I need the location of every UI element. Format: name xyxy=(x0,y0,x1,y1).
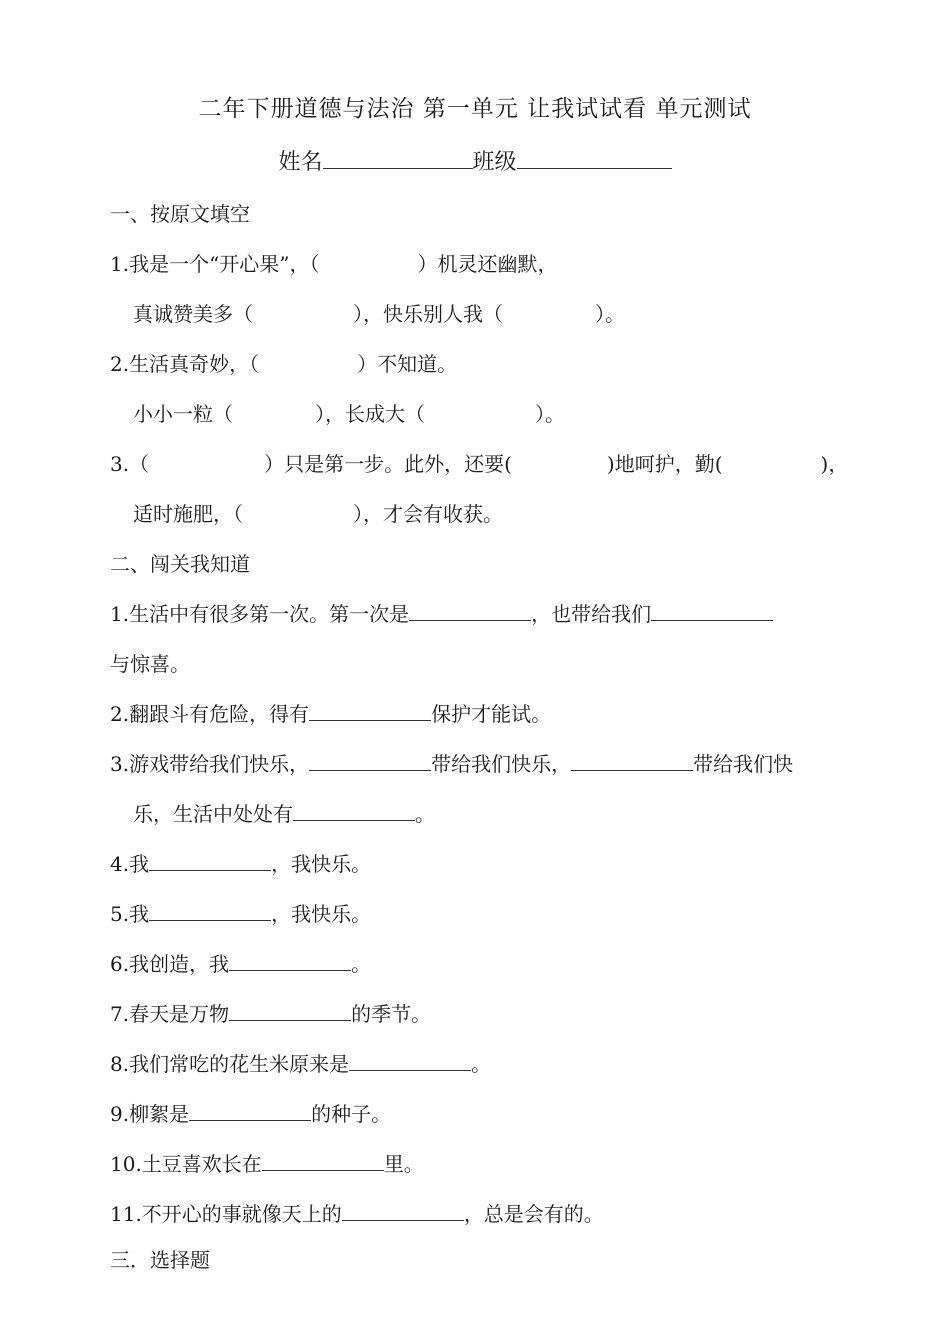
text: 适时施肥，（ xyxy=(133,502,243,526)
section-1-heading: 一、按原文填空 xyxy=(110,202,250,226)
text: 2.翻跟斗有危险，得有 xyxy=(110,702,310,726)
text: 。 xyxy=(471,1052,492,1076)
text: ，我快乐。 xyxy=(271,902,372,926)
text: 保护才能试。 xyxy=(431,702,552,726)
text: ），才会有收获。 xyxy=(353,502,503,526)
fill-blank[interactable] xyxy=(189,1098,311,1121)
s2-question-4 xyxy=(110,848,371,877)
fill-blank[interactable] xyxy=(409,598,531,621)
section-3-heading: 三．选择题 xyxy=(110,1248,210,1272)
fill-blank[interactable] xyxy=(262,1148,384,1171)
name-blank[interactable] xyxy=(323,146,473,169)
text: )， xyxy=(820,452,849,476)
text: 1.生活中有很多第一次。第一次是 xyxy=(110,602,410,626)
fill-blank[interactable] xyxy=(293,798,415,821)
s2-question-1-cont: 与惊喜。 xyxy=(110,652,190,676)
text: 10.土豆喜欢长在 xyxy=(110,1152,262,1176)
s2-question-6 xyxy=(110,948,371,977)
s1-question-3a xyxy=(110,448,848,477)
s2-question-11 xyxy=(110,1198,604,1227)
page-title: 二年下册道德与法治 第一单元 让我试试看 单元测试 xyxy=(198,96,752,122)
text: 6.我创造，我 xyxy=(110,952,230,976)
fill-blank[interactable] xyxy=(309,698,431,721)
text: ，我快乐。 xyxy=(271,852,372,876)
s2-question-10 xyxy=(110,1148,424,1177)
text: 的种子。 xyxy=(311,1102,392,1126)
text: )地呵护，勤( xyxy=(606,452,723,476)
text: ）。 xyxy=(595,302,625,326)
text: ）只是第一步。此外，还要( xyxy=(264,452,512,476)
text: 4.我 xyxy=(110,852,150,876)
fill-blank[interactable] xyxy=(149,848,271,871)
student-info-line xyxy=(0,145,950,176)
fill-blank[interactable] xyxy=(309,748,431,771)
text: 。 xyxy=(351,952,372,976)
text: 3.游戏带给我们快乐， xyxy=(110,752,310,776)
text: 小小一粒（ xyxy=(133,402,233,426)
s2-question-9 xyxy=(110,1098,391,1127)
s1-question-3b xyxy=(133,498,503,527)
text: ）不知道。 xyxy=(357,352,458,376)
s2-question-7 xyxy=(110,998,431,1027)
s1-question-2a xyxy=(110,348,457,377)
text: 乐，生活中处处有 xyxy=(133,802,293,826)
text: 2.生活真奇妙，（ xyxy=(110,352,260,376)
s1-question-1a xyxy=(110,248,558,277)
name-label: 姓名 xyxy=(278,150,323,175)
text: 5.我 xyxy=(110,902,150,926)
text: 里。 xyxy=(383,1152,424,1176)
s2-question-1 xyxy=(110,598,773,627)
text: 真诚赞美多（ xyxy=(133,302,253,326)
fill-blank[interactable] xyxy=(149,898,271,921)
text: 8.我们常吃的花生米原来是 xyxy=(110,1052,350,1076)
fill-blank[interactable] xyxy=(651,598,773,621)
section-2-heading: 二、闯关我知道 xyxy=(110,552,250,576)
text: ，也带给我们 xyxy=(531,602,652,626)
s2-question-2 xyxy=(110,698,551,727)
fill-blank[interactable] xyxy=(349,1048,471,1071)
text: 11.不开心的事就像天上的 xyxy=(110,1202,342,1226)
text: ），长成大（ xyxy=(315,402,425,426)
text: 1.我是一个“开心果”，（ xyxy=(110,252,320,276)
text: 9.柳絮是 xyxy=(110,1102,190,1126)
text: ）。 xyxy=(535,402,565,426)
s2-question-8 xyxy=(110,1048,491,1077)
text: ），快乐别人我（ xyxy=(353,302,503,326)
text: 。 xyxy=(415,802,435,826)
text: 7.春天是万物 xyxy=(110,1002,230,1026)
s2-question-5 xyxy=(110,898,371,927)
fill-blank[interactable] xyxy=(229,948,351,971)
text: ，总是会有的。 xyxy=(463,1202,604,1226)
class-label: 班级 xyxy=(472,150,517,175)
fill-blank[interactable] xyxy=(229,998,351,1021)
s1-question-2b xyxy=(133,398,565,427)
fill-blank[interactable] xyxy=(342,1198,464,1221)
text: 3.（ xyxy=(110,452,150,476)
s1-question-1b xyxy=(133,298,625,327)
fill-blank[interactable] xyxy=(571,748,693,771)
text: 带给我们快 xyxy=(693,752,794,776)
text: ）机灵还幽默， xyxy=(417,252,558,276)
text: 的季节。 xyxy=(351,1002,432,1026)
s2-question-3-cont xyxy=(133,798,435,827)
class-blank[interactable] xyxy=(517,146,672,169)
text: 带给我们快乐， xyxy=(431,752,572,776)
s2-question-3 xyxy=(110,748,793,777)
